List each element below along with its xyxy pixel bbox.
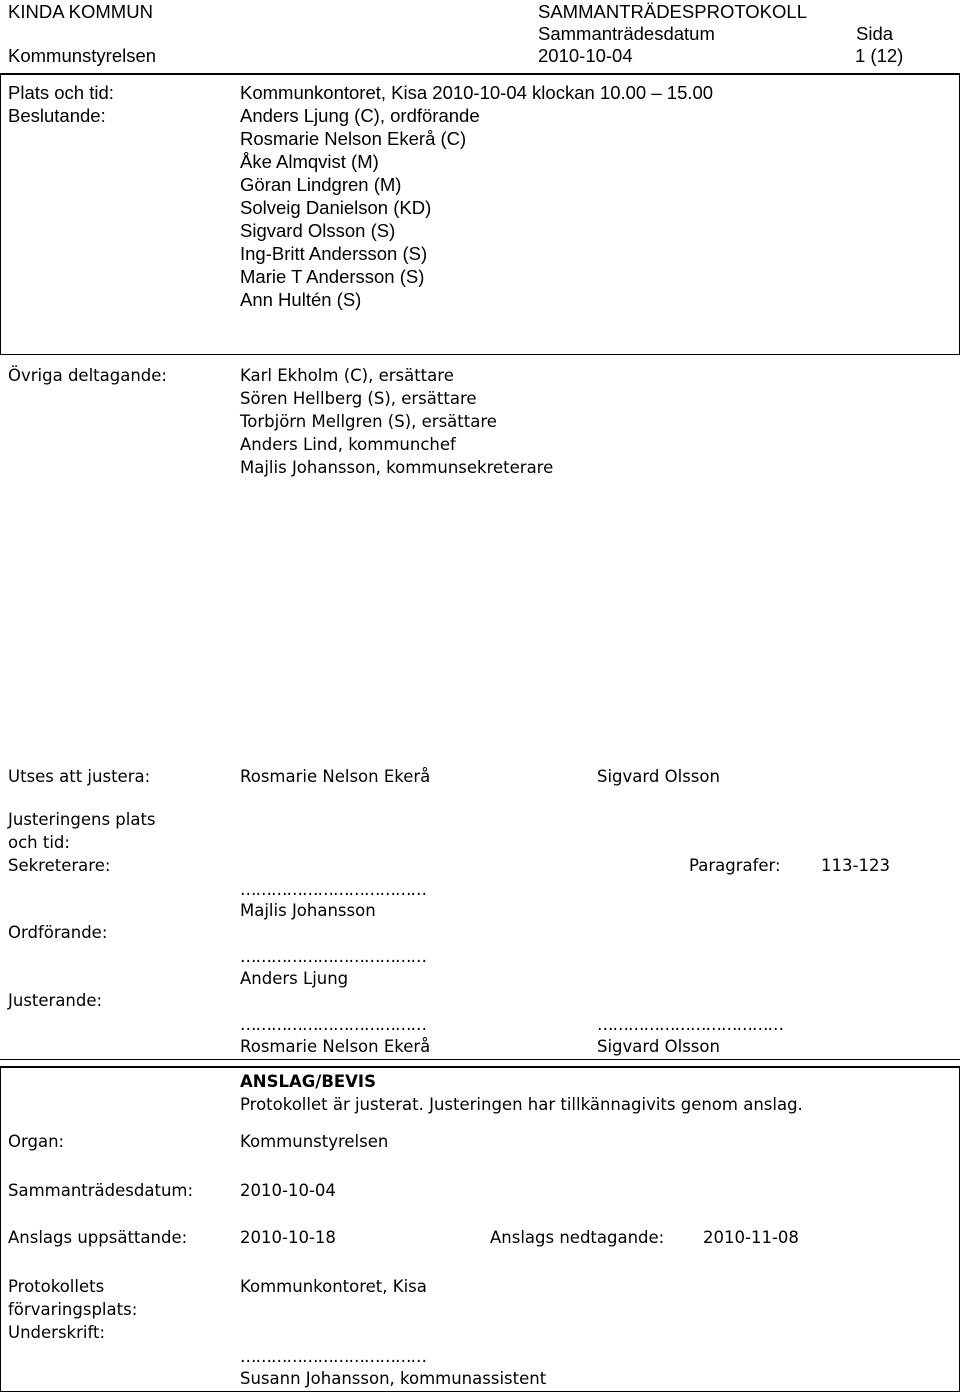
notice-title: ANSLAG/BEVIS (240, 1072, 376, 1091)
secretary-label: Sekreterare: (8, 856, 111, 875)
notice-date-label: Sammanträdesdatum: (8, 1181, 194, 1200)
notice-statement: Protokollet är justerat. Justeringen har tillkännagivits genom anslag. (240, 1095, 803, 1114)
storage-label-2: förvaringsplats: (8, 1300, 138, 1319)
list-item: Sigvard Olsson (S) (240, 220, 396, 241)
list-item: Ing-Britt Andersson (S) (240, 243, 428, 264)
secretary-name: Majlis Johansson (240, 901, 376, 920)
box-bottom-border (0, 354, 960, 355)
org-name: KINDA KOMMUN (8, 1, 153, 22)
removed-value: 2010-11-08 (703, 1228, 799, 1247)
paragraphs-label: Paragrafer: (689, 856, 781, 875)
list-item: Rosmarie Nelson Ekerå (C) (240, 128, 467, 149)
deciding-label: Beslutande: (8, 105, 106, 126)
adjust-place-label-2: och tid: (8, 833, 70, 852)
adjuster-signature-2: Sigvard Olsson (597, 1037, 720, 1056)
chair-name: Anders Ljung (240, 969, 349, 988)
signature-dots: ……………………………… (597, 1015, 783, 1034)
list-item: Anders Lind, kommunchef (240, 435, 456, 454)
date-label: Sammanträdesdatum (538, 23, 715, 44)
place-value: Kommunkontoret, Kisa 2010-10-04 klockan 10.00 – 15.00 (240, 82, 714, 103)
adjuster-name-1: Rosmarie Nelson Ekerå (240, 767, 431, 786)
storage-value: Kommunkontoret, Kisa (240, 1277, 427, 1296)
list-item: Karl Ekholm (C), ersättare (240, 366, 454, 385)
list-item: Torbjörn Mellgren (S), ersättare (240, 412, 497, 431)
organ-value: Kommunstyrelsen (240, 1132, 389, 1151)
list-item: Ann Hultén (S) (240, 289, 362, 310)
notice-bottom-border (0, 1391, 960, 1392)
list-item: Göran Lindgren (M) (240, 174, 402, 195)
list-item: Åke Almqvist (M) (240, 151, 379, 172)
page-label: Sida (856, 23, 894, 44)
removed-label: Anslags nedtagande: (490, 1228, 665, 1247)
organ-label: Organ: (8, 1132, 65, 1151)
list-item: Sören Hellberg (S), ersättare (240, 389, 477, 408)
adjusters-label: Justerande: (8, 991, 103, 1010)
list-item: Marie T Andersson (S) (240, 266, 425, 287)
posted-value: 2010-10-18 (240, 1228, 336, 1247)
body-name: Kommunstyrelsen (8, 45, 157, 66)
adjust-label: Utses att justera: (8, 767, 151, 786)
header-rule (0, 73, 960, 75)
adjuster-name-2: Sigvard Olsson (597, 767, 720, 786)
list-item: Anders Ljung (C), ordförande (240, 105, 480, 126)
signature-dots: ……………………………… (240, 1347, 426, 1366)
storage-label-1: Protokollets (8, 1277, 105, 1296)
doc-type: SAMMANTRÄDESPROTOKOLL (538, 1, 807, 22)
adjust-place-label-1: Justeringens plats (8, 810, 156, 829)
notice-left-border (0, 1066, 1, 1392)
chair-label: Ordförande: (8, 923, 108, 942)
signature-dots: ……………………………… (240, 947, 426, 966)
notice-date-value: 2010-10-04 (240, 1181, 336, 1200)
box-left-border (0, 73, 1, 355)
signature-rule (0, 1059, 960, 1060)
notice-top-border (0, 1066, 960, 1068)
place-label: Plats och tid: (8, 82, 114, 103)
posted-label: Anslags uppsättande: (8, 1228, 188, 1247)
adjuster-signature-1: Rosmarie Nelson Ekerå (240, 1037, 431, 1056)
signer-name: Susann Johansson, kommunassistent (240, 1369, 547, 1388)
others-label: Övriga deltagande: (8, 366, 167, 385)
list-item: Solveig Danielson (KD) (240, 197, 432, 218)
signature-label: Underskrift: (8, 1323, 106, 1342)
list-item: Majlis Johansson, kommunsekreterare (240, 458, 554, 477)
signature-dots: ……………………………… (240, 880, 426, 899)
signature-dots: ……………………………… (240, 1015, 426, 1034)
page-number: 1 (12) (855, 45, 904, 66)
meeting-date: 2010-10-04 (538, 45, 633, 66)
paragraphs-value: 113-123 (821, 856, 890, 875)
